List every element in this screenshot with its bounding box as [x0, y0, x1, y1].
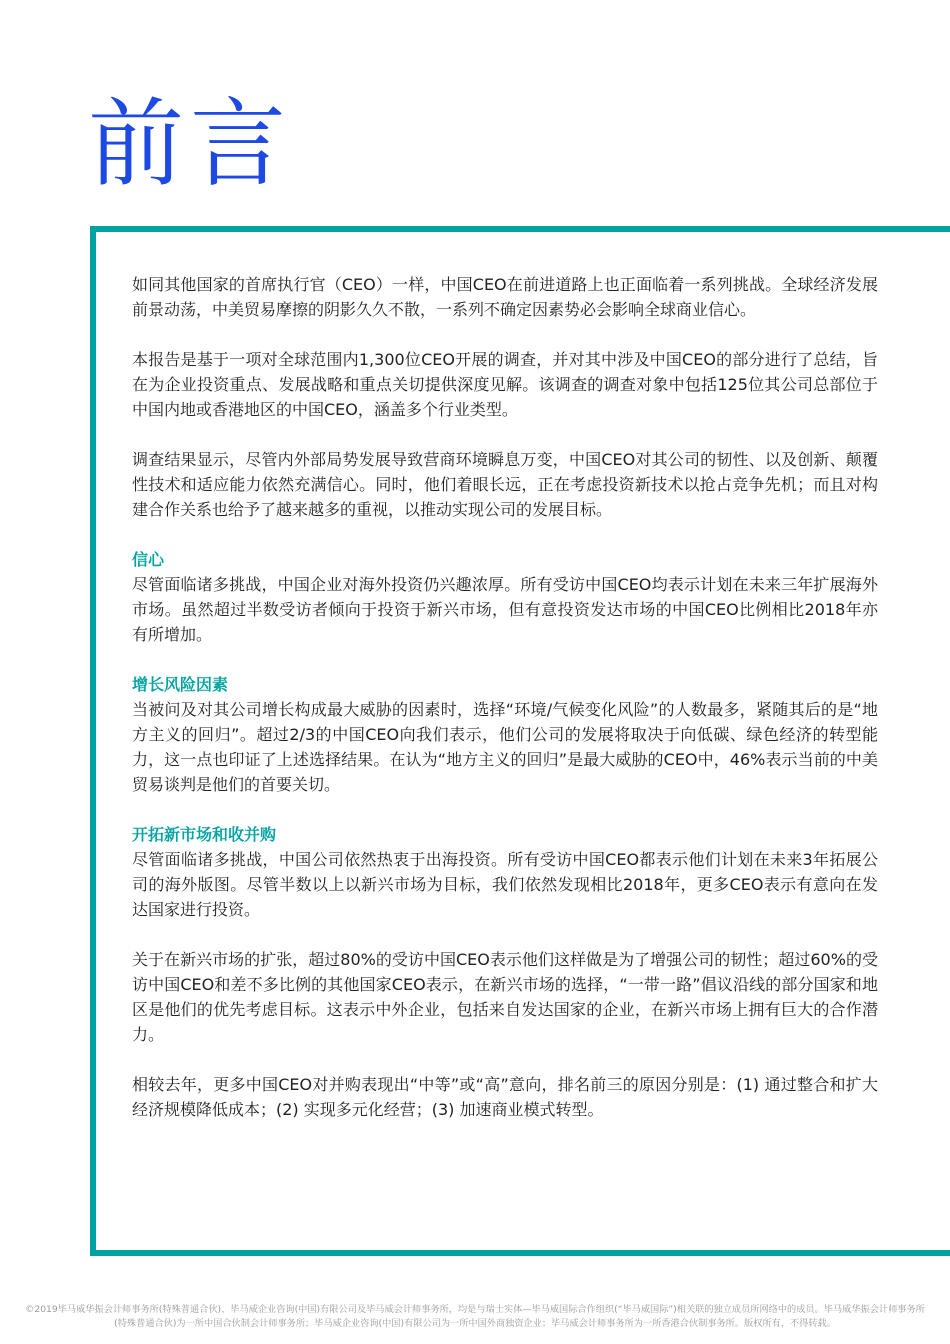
- section-heading-confidence: 信心: [132, 550, 165, 569]
- intro-paragraph: 调查结果显示，尽管内外部局势发展导致营商环境瞬息万变，中国CEO对其公司的韧性、以及创新、颠覆性技术和适应能力依然充满信心。同时，他们着眼长远，正在考虑投资新技术以抢占竞争先机；而且对构建合作关系也给予了越来越多的重视，以推动实现公司的发展目标。: [132, 450, 878, 519]
- footer-line: (特殊普通合伙)为一所中国合伙制会计师事务所；毕马威企业咨询(中国)有限公司为一所中国外商独资企业；毕马威会计师事务所为一所香港合伙制事务所。版权所有，不得转载。: [114, 1318, 836, 1329]
- footer-line: ©2019毕马威华振会计师事务所(特殊普通合伙)、毕马威企业咨询(中国)有限公司及毕马威会计师事务所，均是与瑞士实体—毕马威国际合作组织(“毕马威国际”)相关联的独立成员所网络中的成员。毕马威华振会计师事务所: [25, 1304, 925, 1315]
- section-heading-new-markets: 开拓新市场和收并购: [132, 825, 277, 844]
- section-paragraph: 尽管面临诸多挑战，中国公司依然热衷于出海投资。所有受访中国CEO都表示他们计划在未来3年拓展公司的海外版图。尽管半数以上以新兴市场为目标，我们依然发现相比2018年，更多CEO表示有意向在发达国家进行投资。: [132, 850, 878, 919]
- section-paragraph: 尽管面临诸多挑战，中国企业对海外投资仍兴趣浓厚。所有受访中国CEO均表示计划在未来三年扩展海外市场。虽然超过半数受访者倾向于投资于新兴市场，但有意投资发达市场的中国CEO比例相比2018年亦有所增加。: [132, 575, 878, 644]
- intro-paragraph: 如同其他国家的首席执行官（CEO）一样，中国CEO在前进道路上也正面临着一系列挑战。全球经济发展前景动荡，中美贸易摩擦的阴影久久不散，一系列不确定因素势必会影响全球商业信心。: [132, 275, 878, 319]
- main-content: [132, 272, 878, 1147]
- intro-paragraph: 本报告是基于一项对全球范围内1,300位CEO开展的调查，并对其中涉及中国CEO的部分进行了总结，旨在为企业投资重点、发展战略和重点关切提供深度见解。该调查的调查对象中包括125位其公司总部位于中国内地或香港地区的中国CEO，涵盖多个行业类型。: [132, 350, 878, 419]
- page-title: 前言: [88, 88, 292, 200]
- section-paragraph: 关于在新兴市场的扩张，超过80%的受访中国CEO表示他们这样做是为了增强公司的韧性；超过60%的受访中国CEO和差不多比例的其他国家CEO表示，在新兴市场的选择，“一带一路”倡议沿线的部分国家和地区是他们的优先考虑目标。这表示中外企业，包括来自发达国家的企业，在新兴市场上拥有巨大的合作潜力。: [132, 950, 878, 1044]
- section-paragraph: 相较去年，更多中国CEO对并购表现出“中等”或“高”意向，排名前三的原因分别是：(1) 通过整合和扩大经济规模降低成本；(2) 实现多元化经营；(3) 加速商业模式转型。: [132, 1075, 878, 1119]
- copyright-footer: [0, 1303, 950, 1331]
- section-heading-growth-risks: 增长风险因素: [132, 675, 229, 694]
- section-paragraph: 当被问及对其公司增长构成最大威胁的因素时，选择“环境/气候变化风险”的人数最多，紧随其后的是“地方主义的回归”。超过2/3的中国CEO向我们表示，他们公司的发展将取决于向低碳、绿色经济的转型能力，这一点也印证了上述选择结果。在认为“地方主义的回归”是最大威胁的CEO中，46%表示当前的中美贸易谈判是他们的首要关切。: [132, 700, 878, 794]
